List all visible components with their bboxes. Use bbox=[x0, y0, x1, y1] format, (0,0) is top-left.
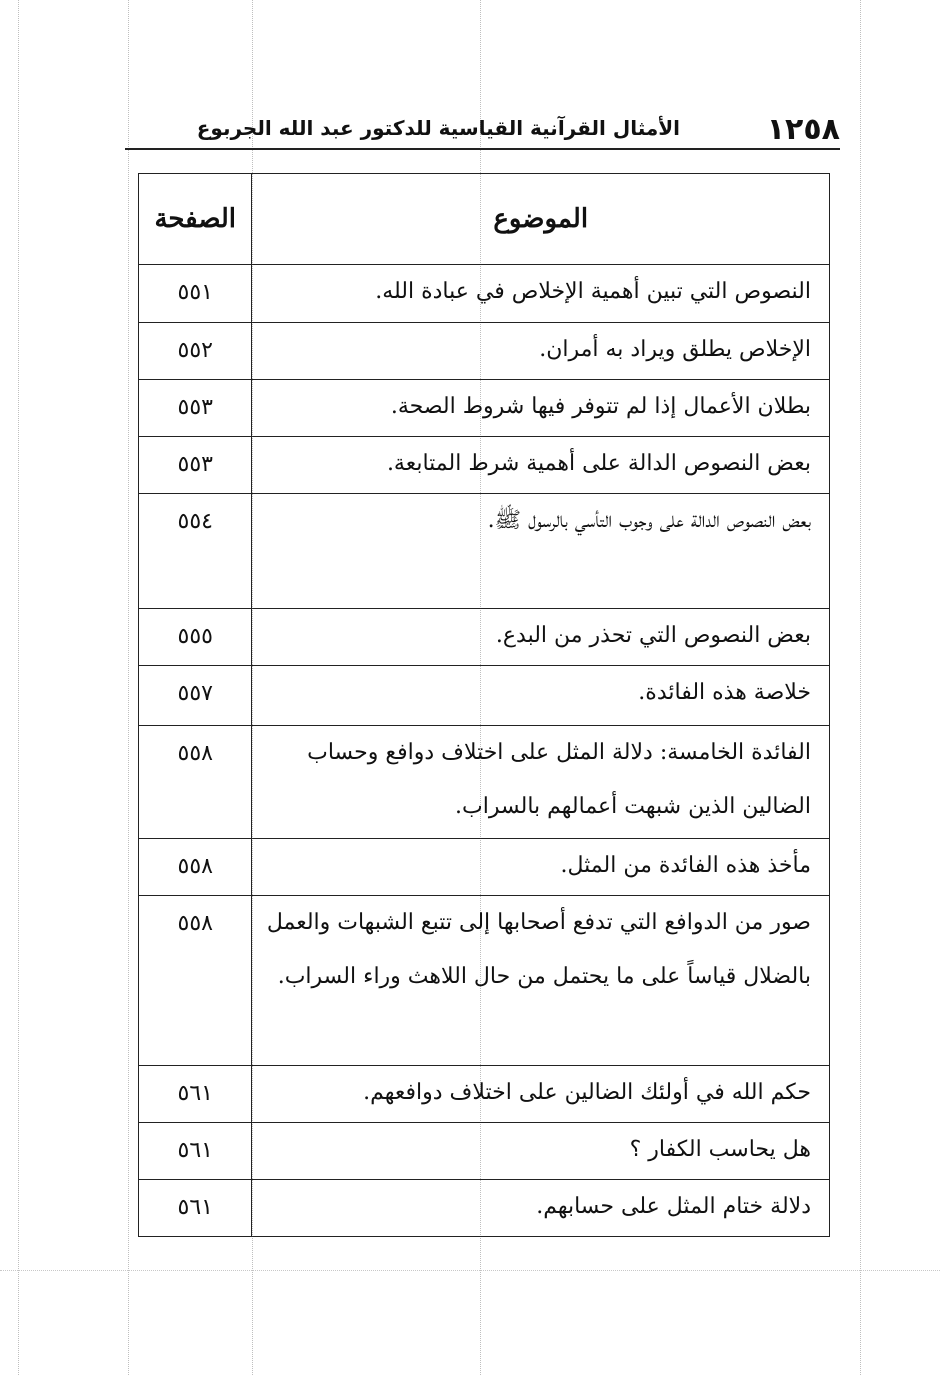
row-page: ٥٥٥ bbox=[139, 609, 252, 666]
row-topic: بطلان الأعمال إذا لم تتوفر فيها شروط الصحة. bbox=[252, 380, 830, 437]
row-page: ٥٦١ bbox=[139, 1066, 252, 1123]
table-row bbox=[139, 323, 830, 380]
table-row bbox=[139, 494, 830, 609]
row-page: ٥٥١ bbox=[139, 265, 252, 323]
row-page: ٥٥٣ bbox=[139, 380, 252, 437]
row-page: ٥٥٤ bbox=[139, 494, 252, 609]
row-page: ٥٥٧ bbox=[139, 666, 252, 726]
row-page: ٥٥٨ bbox=[139, 726, 252, 839]
row-page: ٥٥٨ bbox=[139, 896, 252, 1066]
table-row bbox=[139, 380, 830, 437]
row-page: ٥٥٨ bbox=[139, 839, 252, 896]
row-topic: هل يحاسب الكفار ؟ bbox=[252, 1123, 830, 1180]
row-page: ٥٥٢ bbox=[139, 323, 252, 380]
table-row bbox=[139, 437, 830, 494]
row-topic: دلالة ختام المثل على حسابهم. bbox=[252, 1180, 830, 1237]
scan-guide-line bbox=[18, 0, 19, 1375]
page-header bbox=[125, 108, 840, 148]
column-header-page: الصفحة bbox=[139, 174, 252, 265]
row-topic: النصوص التي تبين أهمية الإخلاص في عبادة الله. bbox=[252, 265, 830, 323]
page-number: ١٢٥٨ bbox=[766, 112, 840, 147]
table-row bbox=[139, 265, 830, 323]
row-topic: الإخلاص يطلق ويراد به أمران. bbox=[252, 323, 830, 380]
header-rule bbox=[125, 148, 840, 150]
table-row bbox=[139, 839, 830, 896]
table-header-row bbox=[139, 174, 830, 265]
table-row bbox=[139, 666, 830, 726]
row-page: ٥٥٣ bbox=[139, 437, 252, 494]
column-header-topic: الموضوع bbox=[252, 174, 830, 265]
row-topic: بعض النصوص التي تحذر من البدع. bbox=[252, 609, 830, 666]
row-topic: بعض النصوص الدالة على وجوب التأسي بالرسول ﷺ. bbox=[252, 494, 830, 609]
row-topic: بعض النصوص الدالة على أهمية شرط المتابعة. bbox=[252, 437, 830, 494]
scan-guide-line bbox=[860, 0, 861, 1375]
row-page: ٥٦١ bbox=[139, 1180, 252, 1237]
row-topic: حكم الله في أولئك الضالين على اختلاف دوافعهم. bbox=[252, 1066, 830, 1123]
running-title: الأمثال القرآنية القياسية للدكتور عبد الله الجربوع bbox=[196, 116, 680, 140]
row-topic: خلاصة هذه الفائدة. bbox=[252, 666, 830, 726]
table-row bbox=[139, 1180, 830, 1237]
row-topic: صور من الدوافع التي تدفع أصحابها إلى تتبع الشبهات والعمل بالضلال قياساً على ما يحتمل من حال اللاهث وراء السراب. bbox=[252, 896, 830, 1066]
row-topic: الفائدة الخامسة: دلالة المثل على اختلاف دوافع وحساب الضالين الذين شبهت أعمالهم بالسراب. bbox=[252, 726, 830, 839]
row-page: ٥٦١ bbox=[139, 1123, 252, 1180]
scan-guide-line bbox=[128, 0, 129, 1375]
table-row bbox=[139, 1123, 830, 1180]
scan-guide-line bbox=[0, 1270, 940, 1271]
toc-table bbox=[138, 173, 830, 1237]
table-row bbox=[139, 609, 830, 666]
table-row bbox=[139, 726, 830, 839]
row-topic: مأخذ هذه الفائدة من المثل. bbox=[252, 839, 830, 896]
table-row bbox=[139, 896, 830, 1066]
table-row bbox=[139, 1066, 830, 1123]
